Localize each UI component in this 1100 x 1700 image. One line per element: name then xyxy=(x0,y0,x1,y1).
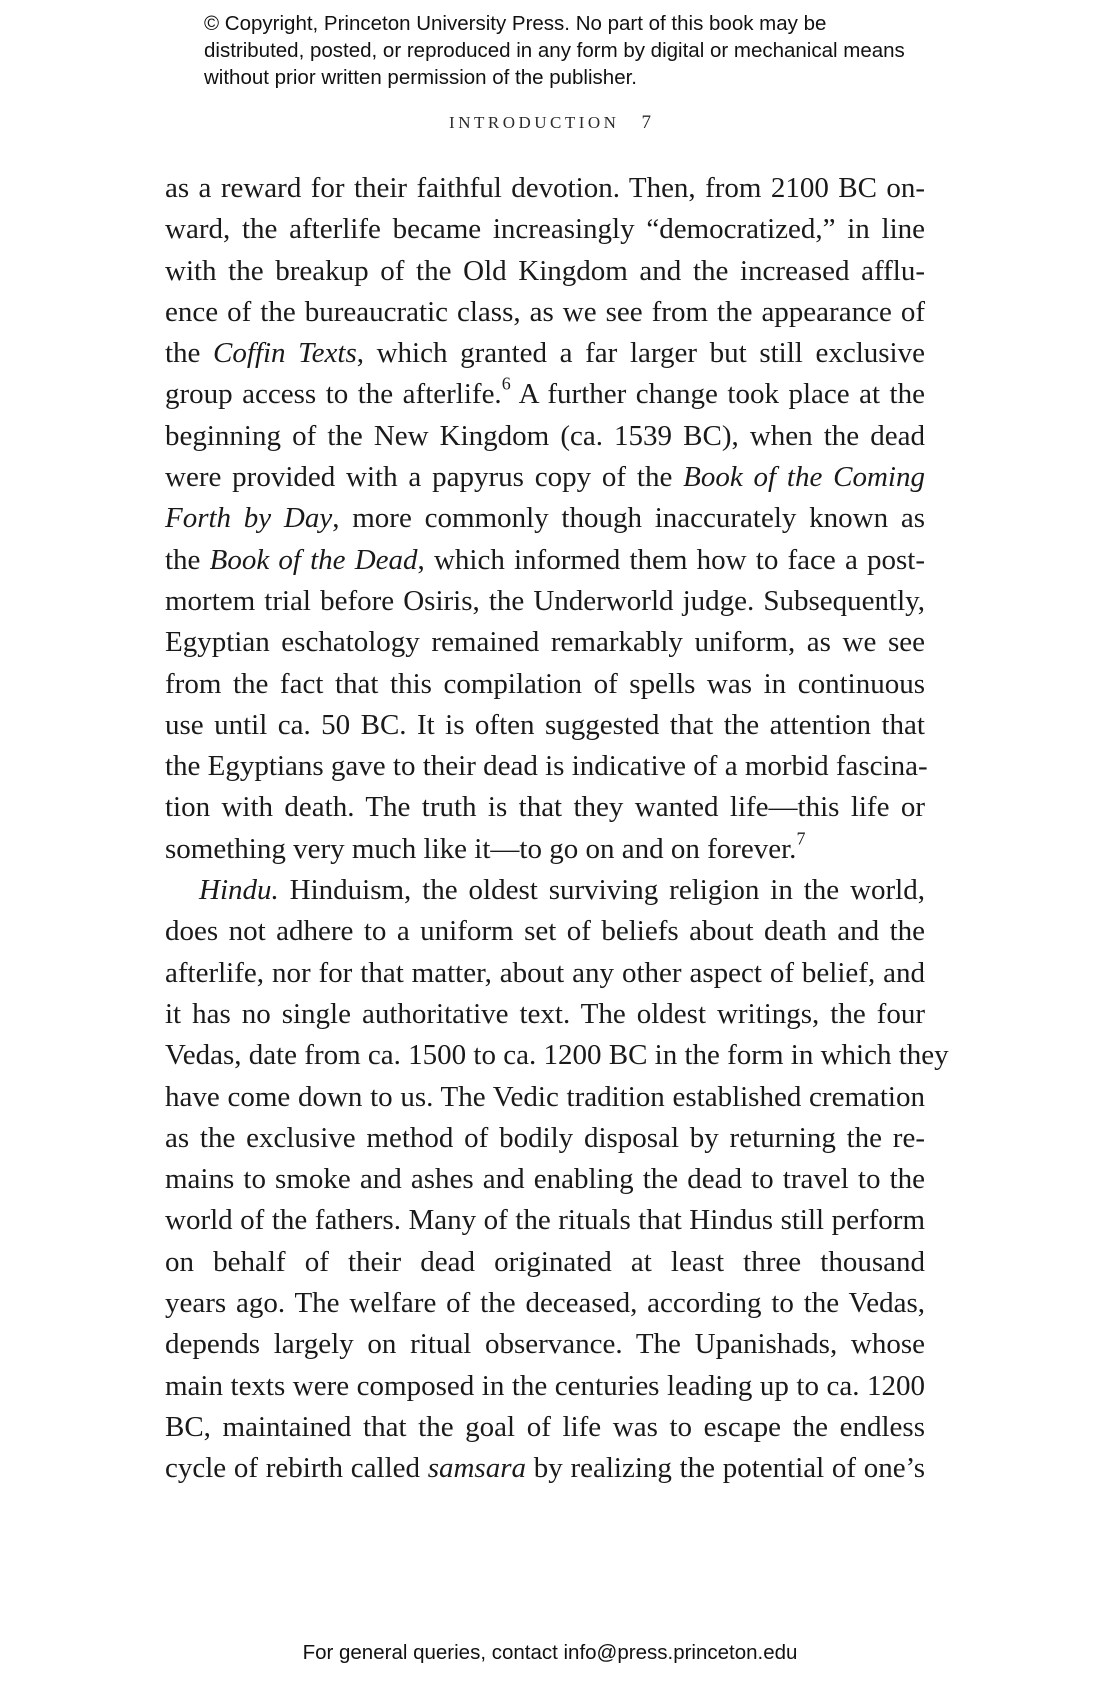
page-number: 7 xyxy=(641,112,651,133)
text-run: the xyxy=(165,543,210,576)
text-run: , more commonly though inaccurately known as xyxy=(332,502,925,535)
text-line: ence of the bureaucratic class, as we see from the appearance of xyxy=(165,295,925,328)
text-line: on behalf of their dead originated at least three thousand xyxy=(165,1245,925,1278)
text-line: depends largely on ritual observance. The Upanishads, whose xyxy=(165,1328,925,1361)
italic-run: Book of the Coming xyxy=(683,461,925,494)
italic-run: Hindu. xyxy=(199,874,279,907)
body-text xyxy=(165,168,949,1490)
text-line xyxy=(165,457,925,498)
text-line: from the fact that this compilation of spells was in continuous xyxy=(165,667,925,700)
text-run: , which granted a far larger but still exclusive xyxy=(356,337,925,370)
text-line xyxy=(165,829,925,870)
footnote-marker: 6 xyxy=(501,374,511,394)
text-line: main texts were composed in the centuries leading up to ca. 1200 xyxy=(165,1369,925,1402)
text-line: mains to smoke and ashes and enabling the dead to travel to the xyxy=(165,1163,925,1196)
italic-run: Coffin Texts xyxy=(213,337,357,370)
text-line: BC, maintained that the goal of life was to escape the endless xyxy=(165,1410,925,1443)
text-line xyxy=(165,333,925,374)
footnote-marker: 7 xyxy=(796,828,806,849)
text-line: does not adhere to a uniform set of beliefs about death and the xyxy=(165,915,925,948)
text-line: tion with death. The truth is that they wanted life—this life or xyxy=(165,791,925,824)
italic-run: Book of the Dead xyxy=(209,543,418,576)
text-line: world of the fathers. Many of the rituals that Hindus still perform xyxy=(165,1204,925,1237)
text-line xyxy=(165,540,925,581)
text-line: as the exclusive method of bodily disposal by returning the re- xyxy=(165,1121,925,1154)
text-line: ward, the afterlife became increasingly “democratized,” in line xyxy=(165,213,925,246)
text-run: cycle of rebirth called xyxy=(165,1452,428,1485)
text-line xyxy=(165,498,925,539)
text-line: Egyptian eschatology remained remarkably uniform, as we see xyxy=(165,626,925,659)
running-head-title: INTRODUCTION xyxy=(449,113,620,132)
text-line: with the breakup of the Old Kingdom and the increased afflu- xyxy=(165,254,925,287)
text-run: group access to the afterlife. xyxy=(165,378,502,411)
text-line: as a reward for their faithful devotion. Then, from 2100 BC on- xyxy=(165,172,925,204)
text-run: Hinduism, the oldest surviving religion in the world, xyxy=(278,874,925,907)
text-run: were provided with a papyrus copy of the xyxy=(165,461,684,494)
footer-contact: For general queries, contact info@press.princeton.edu xyxy=(302,1641,798,1664)
italic-run: Forth by Day xyxy=(165,502,333,535)
text-run: the xyxy=(165,337,214,370)
text-line xyxy=(165,1448,925,1489)
text-line: have come down to us. The Vedic tradition established cremation xyxy=(165,1080,925,1113)
text-run: by realizing the potential of one’s xyxy=(526,1452,925,1485)
text-line: use until ca. 50 BC. It is often suggested that the attention that xyxy=(165,708,925,741)
copyright-notice: © Copyright, Princeton University Press. No part of this book may be distributed, posted, or reproduced in any form by digital or mechanical means without prior written permission of the publisher. xyxy=(204,12,905,89)
text-line: beginning of the New Kingdom (ca. 1539 BC), when the dead xyxy=(165,419,925,452)
text-run: something very much like it—to go on and on forever. xyxy=(165,832,797,865)
text-line: years ago. The welfare of the deceased, according to the Vedas, xyxy=(165,1287,925,1320)
text-line: afterlife, nor for that matter, about any other aspect of belief, and xyxy=(165,956,925,989)
text-line: the Egyptians gave to their dead is indicative of a morbid fascina- xyxy=(165,750,928,783)
running-head xyxy=(0,112,1100,134)
text-run: , which informed them how to face a post- xyxy=(417,543,925,576)
italic-run: samsara xyxy=(427,1452,527,1485)
text-line xyxy=(165,870,925,911)
text-line: it has no single authoritative text. The oldest writings, the four xyxy=(165,997,925,1030)
text-run: A further change took place at the xyxy=(510,378,925,411)
text-line: Vedas, date from ca. 1500 to ca. 1200 BC in the form in which they xyxy=(165,1039,949,1072)
text-line xyxy=(165,374,925,415)
text-line: mortem trial before Osiris, the Underworld judge. Subsequently, xyxy=(165,584,925,617)
